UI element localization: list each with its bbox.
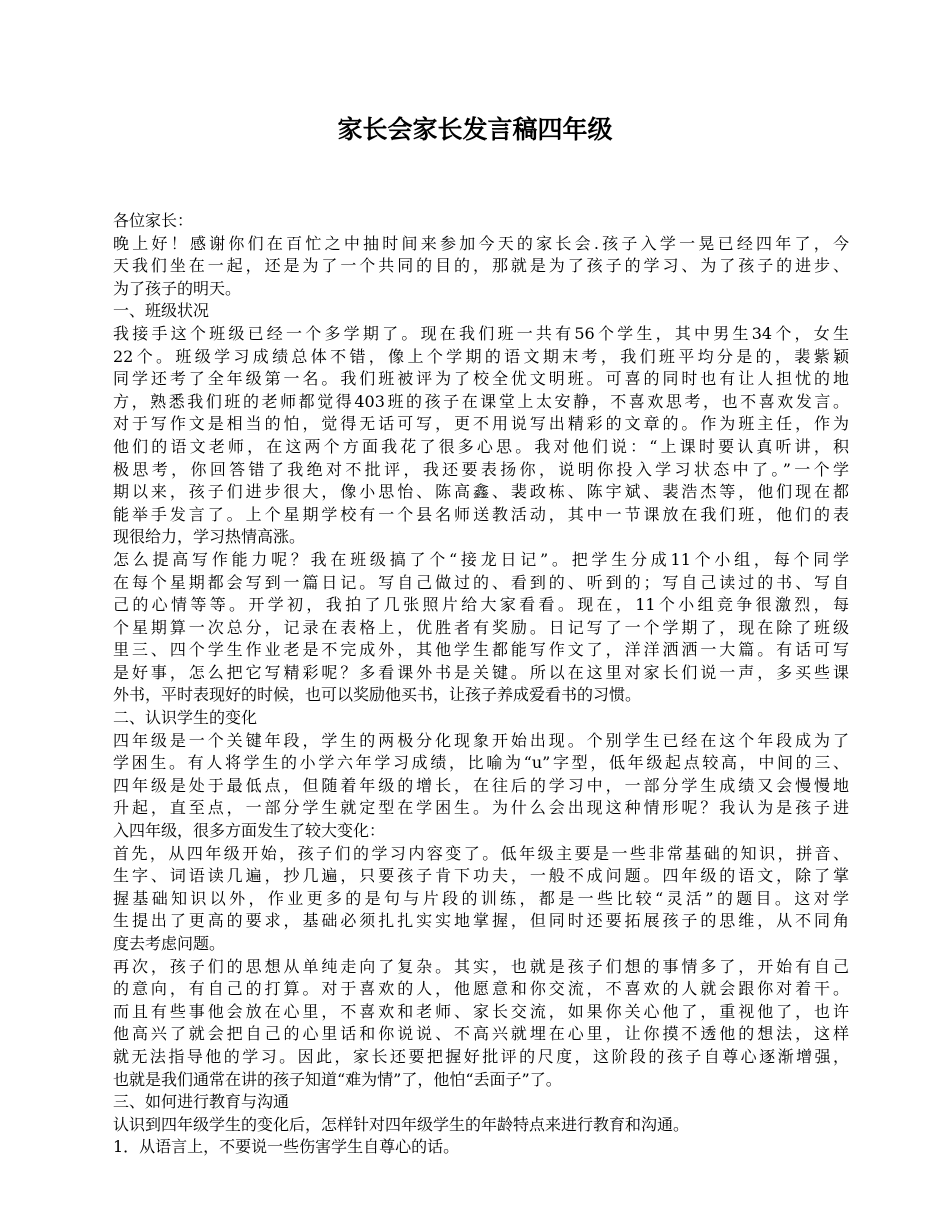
text-line: 对于写作文是相当的怕，觉得无话可写，更不用说写出精彩的文章的。作为班主任，作为 — [113, 414, 849, 434]
text-line: 四年级是处于最低点，但随着年级的增长，在往后的学习中，一部分学生成绩又会慢慢地 — [113, 775, 849, 795]
text-line: 入四年级，很多方面发生了较大变化： — [113, 821, 386, 841]
document-body — [113, 210, 849, 1159]
text-line: 在每个星期都会写到一篇日记。写自己做过的、看到的、听到的；写自己读过的书、写自 — [113, 572, 849, 592]
text-line: 而且有些事他会放在心里，不喜欢和老师、家长交流，如果你关心他了，重视他了，也许 — [113, 1001, 849, 1021]
text-line: 我接手这个班级已经一个多学期了。现在我们班一共有56个学生，其中男生34个，女生 — [113, 323, 849, 343]
text-line: 首先，从四年级开始，孩子们的学习内容变了。低年级主要是一些非常基础的知识，拼音、 — [113, 843, 849, 863]
text-line: 个星期算一次总分，记录在表格上，优胜者有奖励。日记写了一个学期了，现在除了班级 — [113, 617, 849, 637]
text-line: 22个。班级学习成绩总体不错，像上个学期的语文期末考，我们班平均分是的，裴紫颖 — [113, 346, 849, 366]
text-line: 己的心情等等。开学初，我拍了几张照片给大家看看。现在，11个小组竞争很激烈，每 — [113, 595, 849, 615]
text-line: 怎么提高写作能力呢？我在班级搞了个“接龙日记”。把学生分成11个小组，每个同学 — [113, 549, 849, 569]
text-line: 1．从语言上，不要说一些伤害学生自尊心的话。 — [113, 1137, 460, 1157]
text-line: 方，熟悉我们班的老师都觉得403班的孩子在课堂上太安静，不喜欢思考，也不喜欢发言。 — [113, 391, 849, 411]
document-title: 家长会家长发言稿四年级 — [337, 115, 613, 144]
text-line: 现很给力，学习热情高涨。 — [113, 527, 306, 547]
text-line: 二、认识学生的变化 — [113, 708, 258, 728]
text-line: 三、如何进行教育与沟通 — [113, 1092, 290, 1112]
text-line: 为了孩子的明天。 — [113, 278, 242, 298]
text-line: 认识到四年级学生的变化后，怎样针对四年级学生的年龄特点来进行教育和沟通。 — [113, 1114, 690, 1134]
text-line: 握基础知识以外，作业更多的是句与片段的训练，都是一些比较“灵活”的题目。这对学 — [113, 888, 849, 908]
text-line: 他高兴了就会把自己的心里话和你说说、不高兴就埋在心里，让你摸不透他的想法，这样 — [113, 1024, 849, 1044]
text-line: 晚上好！感谢你们在百忙之中抽时间来参加今天的家长会.孩子入学一晃已经四年了，今 — [113, 233, 849, 253]
text-line: 一、班级状况 — [113, 301, 210, 321]
text-line: 天我们坐在一起，还是为了一个共同的目的，那就是为了孩子的学习、为了孩子的进步、 — [113, 256, 849, 276]
text-line: 他们的语文老师，在这两个方面我花了很多心思。我对他们说：“上课时要认真听讲，积 — [113, 436, 849, 456]
text-line: 生字、词语读几遍，抄几遍，只要孩子肯下功夫，一般不成问题。四年级的语文，除了掌 — [113, 866, 849, 886]
text-line: 再次，孩子们的思想从单纯走向了复杂。其实，也就是孩子们想的事情多了，开始有自己 — [113, 956, 849, 976]
text-line: 学困生。有人将学生的小学六年学习成绩，比喻为“u”字型，低年级起点较高，中间的三、 — [113, 753, 849, 773]
text-line: 升起，直至点，一部分学生就定型在学困生。为什么会出现这种情形呢？我认为是孩子进 — [113, 798, 849, 818]
text-line: 极思考，你回答错了我绝对不批评，我还要表扬你，说明你投入学习状态中了。”一个学 — [113, 459, 849, 479]
text-line: 也就是我们通常在讲的孩子知道“难为情”了，他怕“丢面子”了。 — [113, 1069, 562, 1089]
text-line: 同学还考了全年级第一名。我们班被评为了校全优文明班。可喜的同时也有让人担忧的地 — [113, 369, 849, 389]
text-line: 是好事，怎么把它写精彩呢？多看课外书是关键。所以在这里对家长们说一声，多买些课 — [113, 662, 849, 682]
text-line: 的意向，有自己的打算。对于喜欢的人，他愿意和你交流，不喜欢的人就会跟你对着干。 — [113, 979, 849, 999]
text-line: 各位家长： — [113, 211, 194, 230]
text-line: 期以来，孩子们进步很大，像小思怡、陈高鑫、裴政栋、陈宇斌、裴浩杰等，他们现在都 — [113, 482, 849, 502]
text-line: 能举手发言了。上个星期学校有一个县名师送教活动，其中一节课放在我们班，他们的表 — [113, 504, 849, 524]
text-line: 外书，平时表现好的时候，也可以奖励他买书，让孩子养成爱看书的习惯。 — [113, 685, 642, 705]
text-line: 生提出了更高的要求，基础必须扎扎实实地掌握，但同时还要拓展孩子的思维，从不同角 — [113, 911, 849, 931]
text-line: 四年级是一个关键年段，学生的两极分化现象开始出现。个别学生已经在这个年段成为了 — [113, 730, 849, 750]
text-line: 里三、四个学生作业老是不完成外，其他学生都能写作文了，洋洋洒洒一大篇。有话可写 — [113, 640, 849, 660]
text-line: 度去考虑问题。 — [113, 934, 226, 953]
text-line: 就无法指导他的学习。因此，家长还要把握好批评的尺度，这阶段的孩子自尊心逐渐增强， — [113, 1046, 849, 1066]
